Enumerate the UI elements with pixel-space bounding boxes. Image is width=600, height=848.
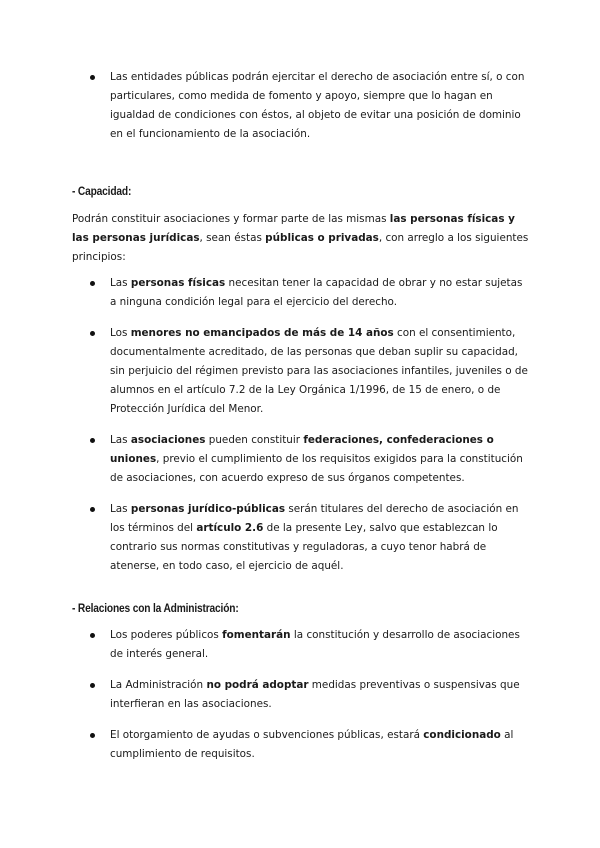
text-run: necesitan tener la capacidad de obrar y no estar sujetas a ninguna condición legal para el ejercicio del derecho. [110, 277, 523, 308]
list-item [88, 726, 528, 764]
list-item [88, 626, 528, 664]
text-run: , sean éstas [199, 232, 266, 244]
relaciones-list [88, 626, 528, 776]
text-run: Las [110, 503, 131, 515]
bullet-icon [90, 507, 95, 512]
list-item [88, 324, 528, 419]
capacidad-list [88, 274, 528, 588]
list-item [88, 676, 528, 714]
bullet-icon [90, 75, 95, 80]
bullet-icon [90, 733, 95, 738]
list-item [88, 431, 528, 488]
bullet-icon [90, 281, 95, 286]
intro-list [88, 68, 528, 156]
list-item [88, 500, 528, 576]
bold-text: fomentarán [222, 629, 291, 641]
text-run: al cumplimiento de requisitos. [110, 729, 514, 760]
list-item [88, 274, 528, 312]
bold-text: públicas o privadas [265, 232, 379, 244]
text-run: La Administración [110, 679, 207, 691]
bold-text: no podrá adoptar [206, 679, 309, 691]
text-run: la constitución y desarrollo de asociaciones de interés general. [110, 629, 520, 660]
text-run: Las entidades públicas podrán ejercitar el derecho de asociación entre sí, o con particulares, como medida de fomento y apoyo, siempre que lo hagan en igualdad de condiciones con éstos, al objeto de evitar una posición de dominio en el funcionamiento de la asociación. [110, 71, 525, 140]
text-run: Las [110, 277, 131, 289]
text-run: Podrán constituir asociaciones y formar parte de las mismas [72, 213, 390, 225]
bullet-icon [90, 683, 95, 688]
bullet-icon [90, 331, 95, 336]
text-run: Los poderes públicos [110, 629, 223, 641]
text-run: de la presente Ley, salvo que establezcan lo contrario sus normas constitutivas y reguladoras, a cuyo tenor habrá de atenerse, en todo caso, el ejercicio de aquél. [110, 522, 498, 572]
bold-text: las personas físicas y las personas jurídicas [72, 213, 515, 244]
text-run: pueden constituir [205, 434, 304, 446]
text-run: Los [110, 327, 131, 339]
list-item [88, 68, 528, 144]
text-run: serán titulares del derecho de asociación en los términos del [110, 503, 519, 534]
capacidad-heading: - Capacidad: [72, 184, 132, 198]
bold-text: federaciones, confederaciones o uniones [110, 434, 494, 465]
text-run: Las [110, 434, 131, 446]
bold-text: personas físicas [130, 277, 226, 289]
bold-text: artículo 2.6 [196, 522, 264, 534]
text-run: medidas preventivas o suspensivas que interfieran en las asociaciones. [110, 679, 520, 710]
text-run: El otorgamiento de ayudas o subvenciones públicas, estará [110, 729, 424, 741]
relaciones-heading: - Relaciones con la Administración: [72, 601, 239, 615]
bullet-icon [90, 438, 95, 443]
bullet-icon [90, 633, 95, 638]
bold-text: asociaciones [130, 434, 206, 446]
bold-text: condicionado [423, 729, 501, 741]
text-run: , con arreglo a los siguientes principios: [72, 232, 529, 263]
text-run: con el consentimiento, documentalmente acreditado, de las personas que deban suplir su capacidad, sin perjuicio del régimen previsto para las asociaciones infantiles, juveniles o de alumnos en el artículo 7.2 de la Ley Orgánica 1/1996, de 15 de enero, o de Protección Jurídica del Menor. [110, 327, 528, 415]
text-run: , previo el cumplimiento de los requisitos exigidos para la constitución de asociaciones, con acuerdo expreso de sus órganos competentes. [110, 453, 523, 484]
bold-text: menores no emancipados de más de 14 años [130, 327, 394, 339]
capacidad-intro [72, 210, 532, 267]
bold-text: personas jurídico-públicas [130, 503, 286, 515]
